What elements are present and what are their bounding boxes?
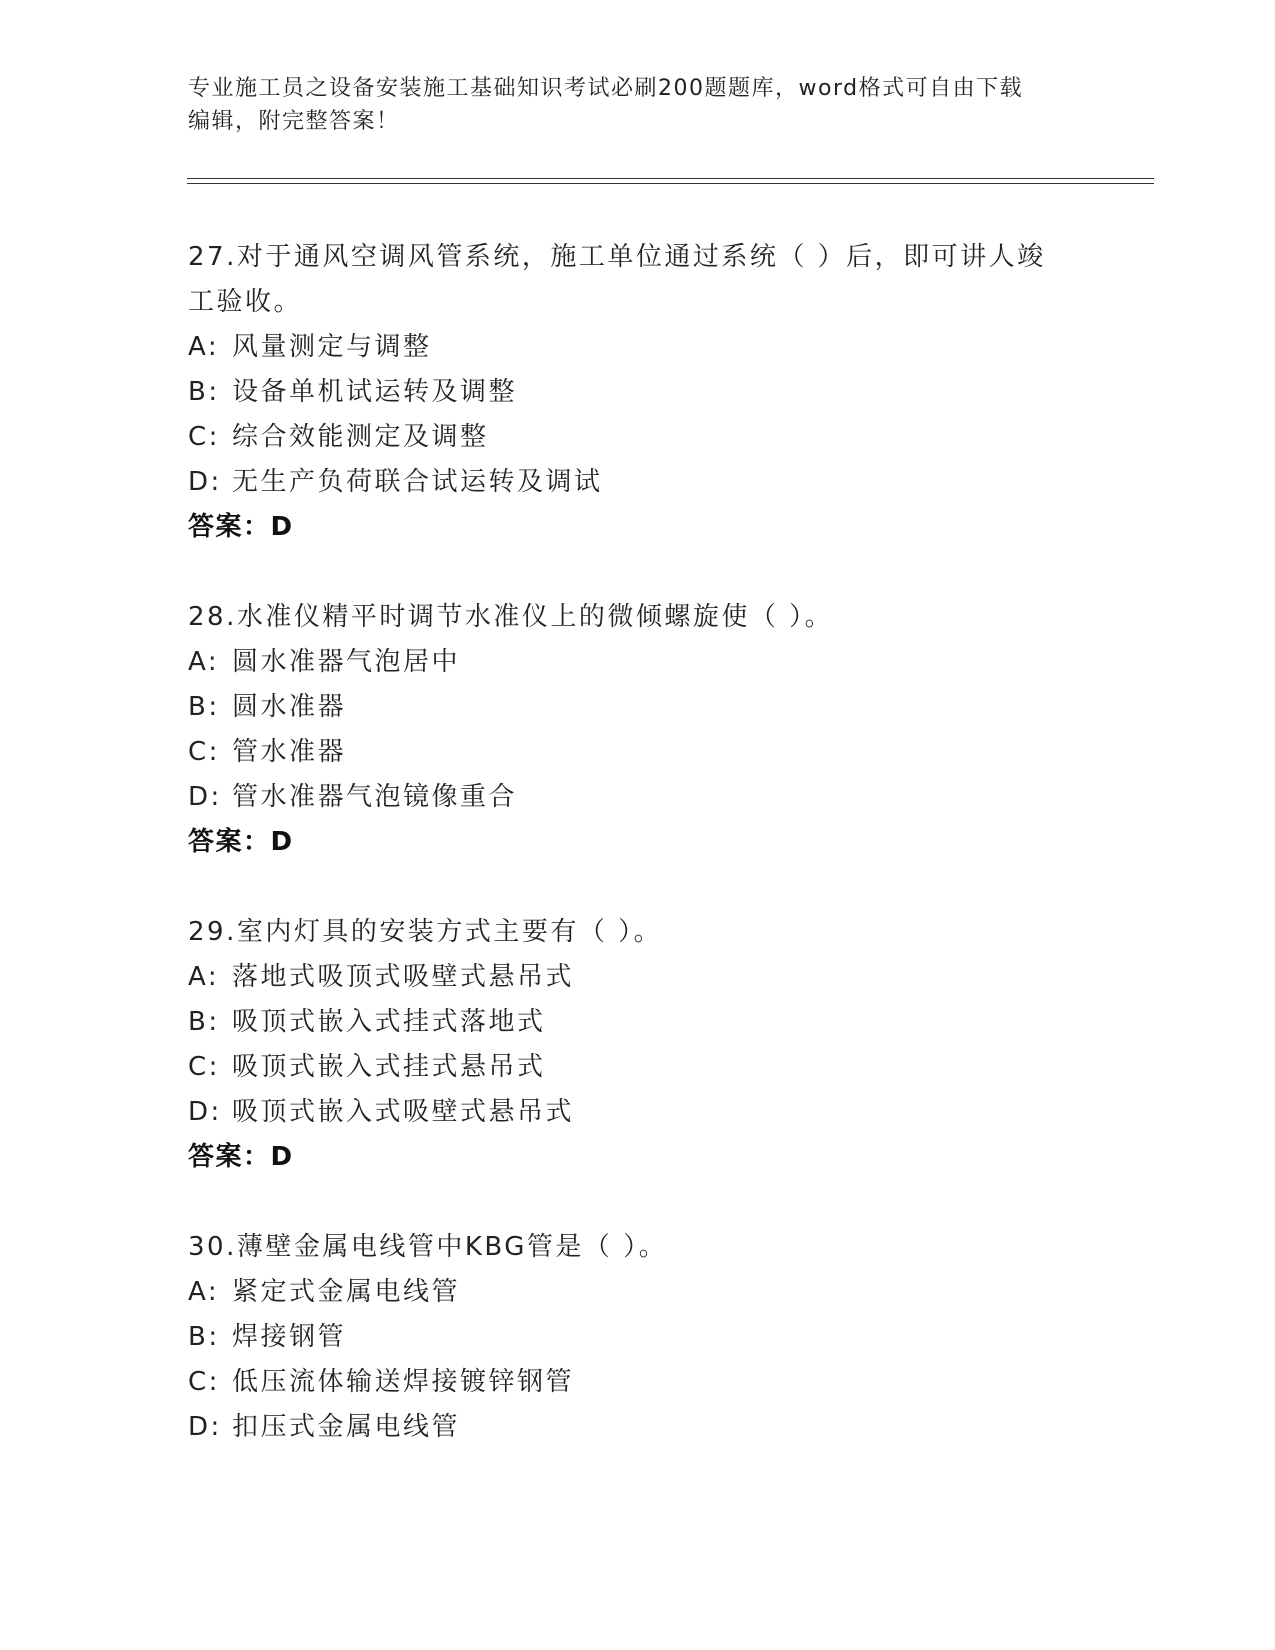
option-a bbox=[188, 955, 1088, 1000]
option-letter: B: bbox=[188, 692, 220, 722]
question-text bbox=[188, 235, 1088, 325]
option-letter: C: bbox=[188, 737, 220, 767]
answer-label: 答案：D bbox=[188, 1142, 294, 1172]
option-text: 吸顶式嵌入式吸壁式悬吊式 bbox=[232, 1097, 575, 1127]
option-a bbox=[188, 640, 1088, 685]
option-letter: B: bbox=[188, 1322, 220, 1352]
question-text: 30.薄壁金属电线管中KBG管是（ ）。 bbox=[188, 1232, 668, 1262]
option-d bbox=[188, 775, 1088, 820]
option-text: 扣压式金属电线管 bbox=[232, 1412, 461, 1442]
question-29 bbox=[188, 910, 1088, 1180]
option-letter: A: bbox=[188, 647, 220, 677]
option-text: 圆水准器气泡居中 bbox=[232, 647, 461, 677]
header-line-1: 专业施工员之设备安装施工基础知识考试必刷200题题库，word格式可自由下载 bbox=[188, 76, 1024, 101]
header-divider-bottom bbox=[187, 183, 1154, 184]
option-text: 设备单机试运转及调整 bbox=[232, 377, 518, 407]
option-b bbox=[188, 685, 1088, 730]
option-text: 风量测定与调整 bbox=[232, 332, 432, 362]
option-text: 无生产负荷联合试运转及调试 bbox=[232, 467, 603, 497]
option-letter: A: bbox=[188, 962, 220, 992]
option-letter: B: bbox=[188, 1007, 220, 1037]
question-text: 29.室内灯具的安装方式主要有（ ）。 bbox=[188, 917, 663, 947]
option-letter: D: bbox=[188, 1412, 222, 1442]
question-27 bbox=[188, 235, 1088, 550]
option-letter: A: bbox=[188, 1277, 220, 1307]
header-line-2: 编辑，附完整答案！ bbox=[188, 109, 400, 134]
question-text: 28.水准仪精平时调节水准仪上的微倾螺旋使（ ）。 bbox=[188, 602, 834, 632]
option-c bbox=[188, 1360, 1088, 1405]
option-text: 焊接钢管 bbox=[232, 1322, 347, 1352]
question-text-line-1: 27.对于通风空调风管系统，施工单位通过系统（ ）后，即可讲人竣 bbox=[188, 242, 1046, 272]
option-a bbox=[188, 325, 1088, 370]
option-c bbox=[188, 415, 1088, 460]
option-b bbox=[188, 1315, 1088, 1360]
option-letter: D: bbox=[188, 467, 222, 497]
option-d bbox=[188, 1405, 1088, 1450]
option-text: 管水准器气泡镜像重合 bbox=[232, 782, 518, 812]
option-d bbox=[188, 1090, 1088, 1135]
option-letter: A: bbox=[188, 332, 220, 362]
option-text: 吸顶式嵌入式挂式落地式 bbox=[232, 1007, 546, 1037]
option-letter: C: bbox=[188, 422, 220, 452]
option-letter: C: bbox=[188, 1367, 220, 1397]
option-text: 低压流体输送焊接镀锌钢管 bbox=[232, 1367, 575, 1397]
option-text: 吸顶式嵌入式挂式悬吊式 bbox=[232, 1052, 546, 1082]
option-letter: D: bbox=[188, 782, 222, 812]
option-d bbox=[188, 460, 1088, 505]
option-b bbox=[188, 370, 1088, 415]
option-letter: C: bbox=[188, 1052, 220, 1082]
question-28 bbox=[188, 595, 1088, 865]
answer-label: 答案：D bbox=[188, 827, 294, 857]
option-c bbox=[188, 1045, 1088, 1090]
option-text: 紧定式金属电线管 bbox=[232, 1277, 461, 1307]
question-30 bbox=[188, 1225, 1088, 1450]
option-a bbox=[188, 1270, 1088, 1315]
option-letter: D: bbox=[188, 1097, 222, 1127]
document-header bbox=[188, 72, 1068, 138]
question-text-line-2: 工验收。 bbox=[188, 287, 303, 317]
option-text: 综合效能测定及调整 bbox=[232, 422, 489, 452]
option-text: 管水准器 bbox=[232, 737, 347, 767]
question-list bbox=[188, 235, 1088, 1495]
option-text: 落地式吸顶式吸壁式悬吊式 bbox=[232, 962, 575, 992]
option-b bbox=[188, 1000, 1088, 1045]
option-text: 圆水准器 bbox=[232, 692, 347, 722]
header-divider-top bbox=[187, 178, 1154, 179]
option-letter: B: bbox=[188, 377, 220, 407]
option-c bbox=[188, 730, 1088, 775]
answer-label: 答案：D bbox=[188, 512, 294, 542]
